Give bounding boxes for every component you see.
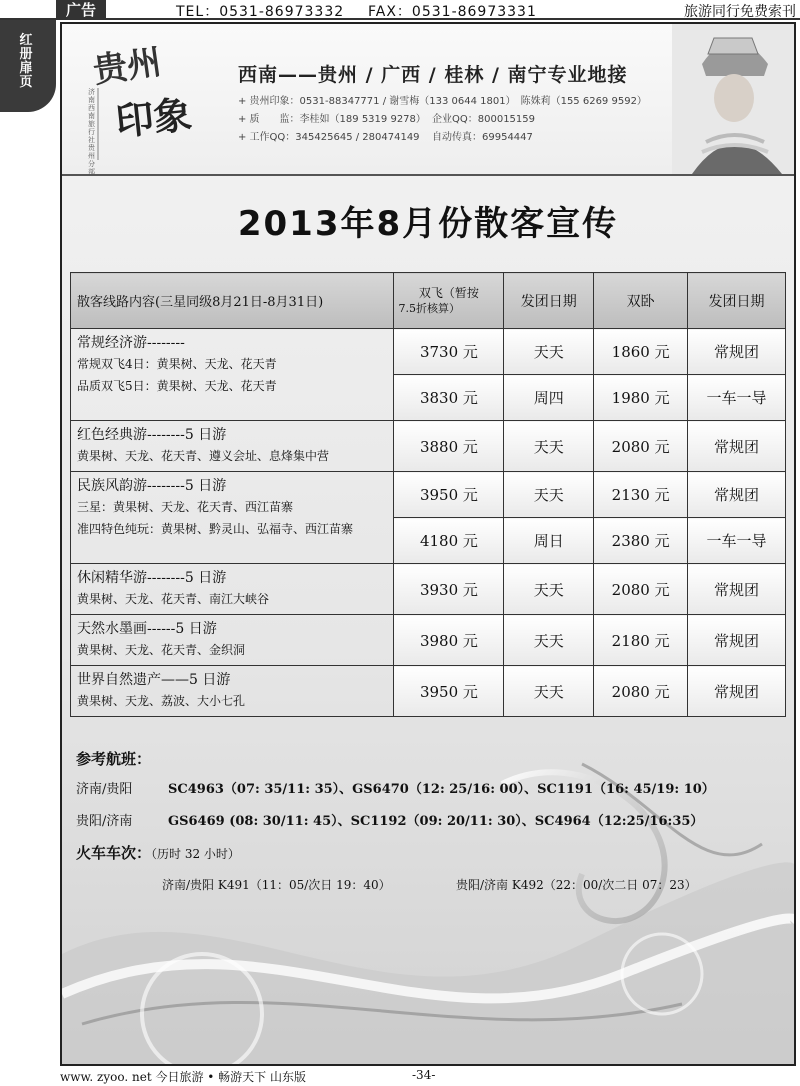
route-cell [71, 472, 394, 564]
publication-name: 旅游同行免费索刊 [684, 4, 796, 20]
route-title: 世界自然遗产——5 日游 [77, 672, 231, 688]
page-frame [60, 22, 796, 1066]
fly-price: 3950 元 [394, 472, 504, 518]
table-row [71, 329, 786, 375]
tour-type: 常规团 [688, 564, 786, 615]
main-title: 2013年8月份散客宣传 [237, 204, 619, 244]
tour-type: 常规团 [688, 615, 786, 666]
fax-number: FAX：0531-86973331 [368, 4, 537, 20]
fly-note: 7.5折核算） [398, 301, 460, 315]
route-detail: 三星：黄果树、天龙、花天青、西江苗寨 [77, 500, 294, 514]
sleeper-price: 2180 元 [594, 615, 688, 666]
route-cell [71, 329, 394, 421]
departure-date: 周日 [504, 518, 594, 564]
tour-type: 常规团 [688, 329, 786, 375]
flight-row [76, 810, 703, 829]
train-heading: 火车车次： [76, 844, 152, 862]
fly-price: 3950 元 [394, 666, 504, 717]
route-title: 休闲精华游--------5 日游 [77, 570, 227, 586]
route-cell [71, 564, 394, 615]
flight-route: 济南/贵阳 [76, 782, 133, 797]
svg-text:印象: 印象 [113, 91, 194, 145]
swirl-decoration [62, 724, 794, 1064]
tour-type: 一车一导 [688, 518, 786, 564]
side-tab-label: 红册扉页 [19, 33, 33, 90]
ad-label: 广告 [56, 0, 106, 20]
fly-price: 3730 元 [394, 329, 504, 375]
col-header-date: 发团日期 [688, 273, 786, 329]
route-title: 天然水墨画------5 日游 [77, 621, 217, 637]
flight-info [76, 748, 786, 892]
sleeper-price: 1980 元 [594, 375, 688, 421]
tour-type: 常规团 [688, 421, 786, 472]
tour-type: 常规团 [688, 472, 786, 518]
footer-site: www. zyoo. net 今日旅游 • 畅游天下 山东版 [60, 1070, 306, 1084]
route-detail: 品质双飞5日：黄果树、天龙、花天青 [77, 379, 277, 393]
contact-line: + 工作QQ：345425645 / 280474149 [238, 132, 420, 143]
fly-price: 4180 元 [394, 518, 504, 564]
agency-header [62, 24, 794, 176]
page-number: -34- [412, 1068, 436, 1082]
tel-number: TEL：0531-86973332 [176, 4, 345, 20]
train-row: 济南/贵阳 K491（11：05/次日 19：40） [162, 878, 391, 892]
route-detail: 黄果树、天龙、荔波、大小七孔 [77, 694, 246, 708]
table-header-row [71, 273, 786, 329]
route-title: 红色经典游--------5 日游 [77, 427, 227, 443]
col-header-date: 发团日期 [504, 273, 594, 329]
sleeper-price: 1860 元 [594, 329, 688, 375]
sleeper-price: 2080 元 [594, 421, 688, 472]
route-title: 常规经济游-------- [77, 335, 185, 351]
route-detail: 常规双飞4日：黄果树、天龙、花天青 [77, 357, 277, 371]
tour-type: 常规团 [688, 666, 786, 717]
col-header-sleeper: 双卧 [594, 273, 688, 329]
route-detail: 准四特色纯玩：黄果树、黔灵山、弘福寺、西江苗寨 [77, 522, 354, 536]
table-row [71, 564, 786, 615]
train-duration: （历时 32 小时） [151, 847, 240, 861]
table-row [71, 472, 786, 518]
contact-line: 企业QQ：800015159 [432, 114, 536, 125]
tour-type: 一车一导 [688, 375, 786, 421]
departure-date: 周四 [504, 375, 594, 421]
table-row [71, 421, 786, 472]
flights-heading: 参考航班： [76, 750, 152, 768]
flight-route: 贵阳/济南 [76, 814, 133, 829]
route-cell [71, 421, 394, 472]
page-footer [60, 1068, 800, 1086]
svg-text:贵州: 贵州 [90, 42, 164, 92]
departure-date: 天天 [504, 666, 594, 717]
departure-date: 天天 [504, 329, 594, 375]
departure-date: 天天 [504, 421, 594, 472]
route-detail: 黄果树、天龙、花天青、金织洞 [77, 643, 246, 657]
fly-price: 3830 元 [394, 375, 504, 421]
sleeper-price: 2080 元 [594, 564, 688, 615]
top-bar [0, 0, 800, 20]
sleeper-price: 2380 元 [594, 518, 688, 564]
fly-price: 3980 元 [394, 615, 504, 666]
col-header-route: 散客线路内容(三星同级8月21日-8月31日) [71, 273, 394, 329]
route-cell [71, 666, 394, 717]
departure-date: 天天 [504, 472, 594, 518]
fly-label: 双飞（暂按 [418, 285, 479, 300]
route-title: 民族风韵游--------5 日游 [77, 478, 227, 494]
table-row [71, 615, 786, 666]
departure-date: 天天 [504, 564, 594, 615]
table-row [71, 666, 786, 717]
contact-line: 自动传真：69954447 [432, 132, 533, 143]
train-heading-line [76, 842, 240, 863]
departure-date: 天天 [504, 615, 594, 666]
train-row: 贵阳/济南 K492（22：00/次二日 07：23） [456, 878, 697, 892]
flight-row [76, 778, 715, 797]
contact-line: + 质 监：李桂如（189 5319 9278） [238, 114, 426, 125]
route-cell [71, 615, 394, 666]
route-detail: 黄果树、天龙、花天青、遵义会址、息烽集中营 [77, 449, 330, 463]
flight-times: GS6469 (08: 30/11: 45）、SC1192（09: 20/11: 30）、SC4964（12:25/16:35） [168, 814, 704, 829]
fly-price: 3930 元 [394, 564, 504, 615]
logo-subtext: 济南西南旅行社贵州分部 [88, 88, 95, 176]
side-tab [0, 20, 56, 112]
header-title: 西南——贵州 / 广西 / 桂林 / 南宁专业地接 [238, 64, 628, 86]
contact-line: + 贵州印象：0531-88347771 / 谢雪梅（133 0644 1801） 陈姝莉（155 6269 9592） [238, 96, 647, 107]
fly-price: 3880 元 [394, 421, 504, 472]
guizhou-impression-logo [86, 32, 226, 172]
sleeper-price: 2080 元 [594, 666, 688, 717]
miao-woman-portrait [672, 24, 794, 174]
tour-price-table [70, 272, 786, 717]
route-detail: 黄果树、天龙、花天青、南江大峡谷 [77, 592, 270, 606]
col-header-fly [394, 273, 504, 329]
flight-times: SC4963（07: 35/11: 35）、GS6470（12: 25/16: 00）、SC1191（16: 45/19: 10） [168, 782, 715, 797]
sleeper-price: 2130 元 [594, 472, 688, 518]
